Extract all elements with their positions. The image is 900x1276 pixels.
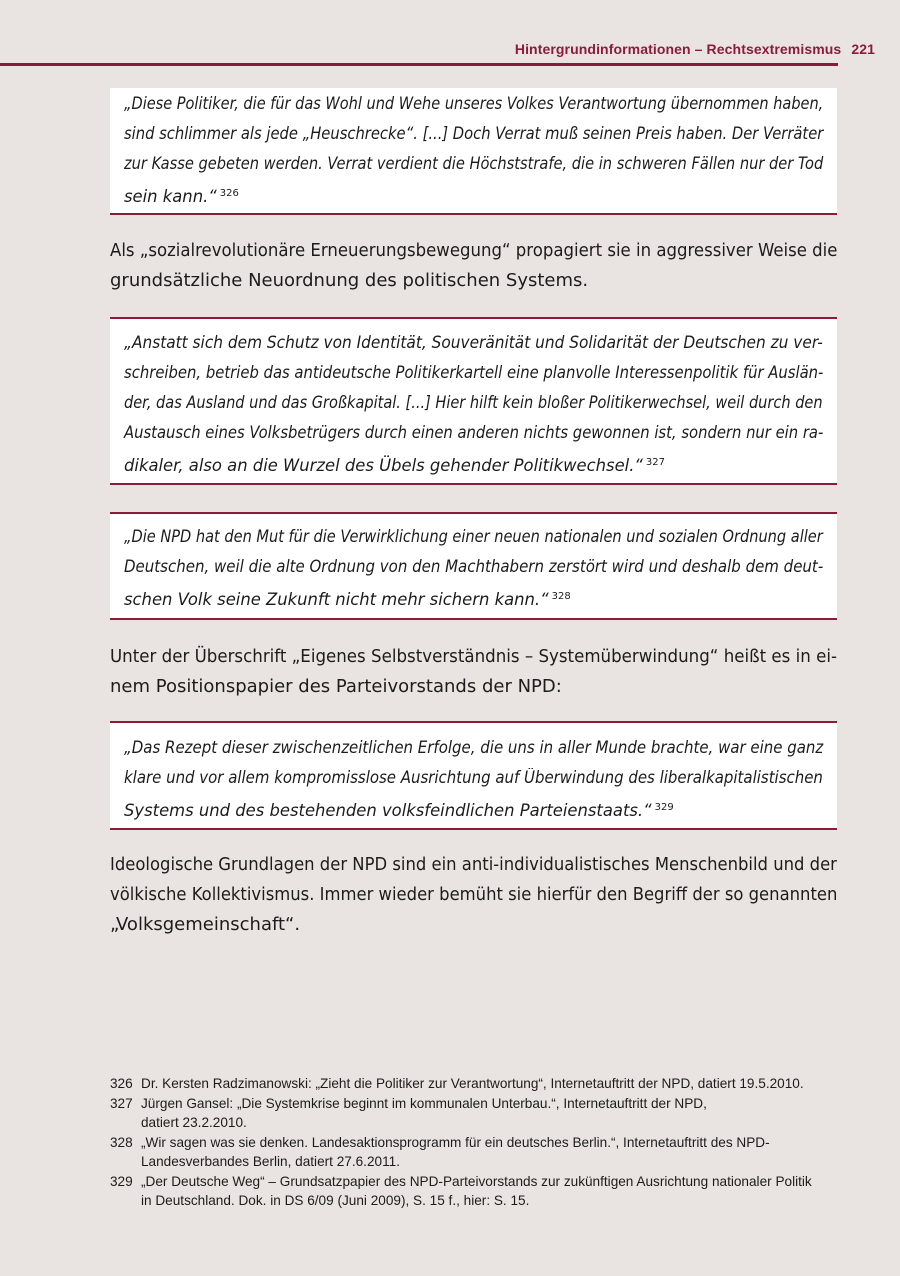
quote-line: klare und vor allem kompromisslose Ausrichtung auf Überwindung des liberalkapitalistischen — [124, 768, 823, 787]
footnote-line: datiert 23.2.2010. — [141, 1115, 247, 1130]
quote-line: zur Kasse gebeten werden. Verrat verdient die Höchststrafe, die in schweren Fällen nur der Tod — [124, 154, 824, 173]
footnote-328 — [110, 1133, 850, 1172]
footnote-number: 328 — [110, 1134, 133, 1150]
footnotes — [110, 1074, 850, 1211]
footnote-327 — [110, 1094, 850, 1133]
footnote-number: 329 — [110, 1173, 133, 1189]
footnote-326 — [110, 1074, 850, 1094]
body-paragraph — [110, 642, 837, 702]
paragraph-line: nem Positionspapier des Parteivorstands der NPD: — [110, 676, 562, 697]
quote-line: sein kann.“ — [124, 187, 217, 206]
paragraph-line: völkische Kollektivismus. Immer wieder bemüht sie hierfür den Begriff der so genannten — [110, 884, 838, 905]
footnote-line: „Wir sagen was sie denken. Landesaktionsprogramm für ein deutsches Berlin.“, Internetauftritt des NPD- — [141, 1134, 770, 1150]
body-paragraph — [110, 236, 837, 296]
header-rule — [0, 63, 838, 66]
quote-line: Deutschen, weil die alte Ordnung von den Machthabern zerstört wird und deshalb dem deut- — [124, 557, 824, 576]
paragraph-line: grundsätzliche Neuordnung des politischen Systems. — [110, 270, 589, 291]
footnote-line: Jürgen Gansel: „Die Systemkrise beginnt im kommunalen Unterbau.“, Internetauftritt der NPD, — [141, 1095, 707, 1111]
footnote-line: „Der Deutsche Weg“ – Grundsatzpapier des NPD-Parteivorstands zur zukünftigen Ausrichtung nationaler Politik — [141, 1173, 812, 1189]
blockquote-327 — [110, 317, 837, 485]
quote-line: Austausch eines Volksbetrügers durch einen anderen nichts gewonnen ist, sondern nur ein ra- — [124, 423, 824, 442]
footnote-ref[interactable]: 327 — [645, 457, 666, 468]
footnote-ref[interactable]: 326 — [219, 188, 239, 199]
page-number: 221 — [851, 41, 875, 57]
footnote-line: Dr. Kersten Radzimanowski: „Zieht die Politiker zur Verantwortung“, Internetauftritt der NPD, datiert 19.5.2010. — [141, 1076, 804, 1091]
blockquote-326 — [110, 88, 837, 215]
footnote-ref[interactable]: 329 — [654, 802, 674, 813]
quote-line: der, das Ausland und das Großkapital. [...] Hier hilft kein bloßer Politikerwechsel, weil durch den — [124, 393, 823, 412]
footnote-329 — [110, 1172, 850, 1211]
quote-line: „Die NPD hat den Mut für die Verwirklichung einer neuen nationalen und sozialen Ordnung aller — [124, 527, 823, 546]
running-head — [515, 41, 875, 57]
quote-line: „Das Rezept dieser zwischenzeitlichen Erfolge, die uns in aller Munde brachte, war eine ganz — [124, 738, 824, 757]
footnote-number: 327 — [110, 1095, 133, 1111]
paragraph-line: „Volksgemeinschaft“. — [110, 914, 301, 935]
quote-line: Systems und des bestehenden volksfeindlichen Parteienstaats.“ — [124, 801, 652, 820]
quote-line: „Anstatt sich dem Schutz von Identität, Souveränität und Solidarität der Deutschen zu ver- — [124, 333, 823, 352]
body-paragraph — [110, 850, 837, 940]
running-title: Hintergrundinformationen – Rechtsextremismus — [514, 41, 842, 57]
paragraph-line: Unter der Überschrift „Eigenes Selbstverständnis – Systemüberwindung“ heißt es in ei- — [110, 646, 837, 667]
quote-line: schen Volk seine Zukunft nicht mehr sichern kann.“ — [124, 590, 549, 609]
paragraph-line: Als „sozialrevolutionäre Erneuerungsbewegung“ propagiert sie in aggressiver Weise die — [110, 240, 838, 261]
footnote-number: 326 — [110, 1076, 133, 1091]
quote-line: dikaler, also an die Wurzel des Übels gehender Politikwechsel.“ — [124, 456, 643, 475]
footnote-ref[interactable]: 328 — [551, 591, 571, 602]
quote-line: schreiben, betrieb das antideutsche Politikerkartell eine planvolle Interessenpolitik für Auslän- — [124, 363, 824, 382]
footnote-line: Landesverbandes Berlin, datiert 27.6.2011. — [141, 1154, 400, 1169]
blockquote-329 — [110, 721, 837, 830]
footnote-line: in Deutschland. Dok. in DS 6/09 (Juni 2009), S. 15 f., hier: S. 15. — [141, 1193, 530, 1208]
quote-line: „Diese Politiker, die für das Wohl und Wehe unseres Volkes Verantwortung übernommen haben, — [124, 94, 824, 113]
paragraph-line: Ideologische Grundlagen der NPD sind ein anti-individualistisches Menschenbild und der — [110, 854, 837, 875]
blockquote-328 — [110, 512, 837, 620]
quote-line: sind schlimmer als jede „Heuschrecke“. [...] Doch Verrat muß seinen Preis haben. Der Verräter — [124, 124, 824, 143]
